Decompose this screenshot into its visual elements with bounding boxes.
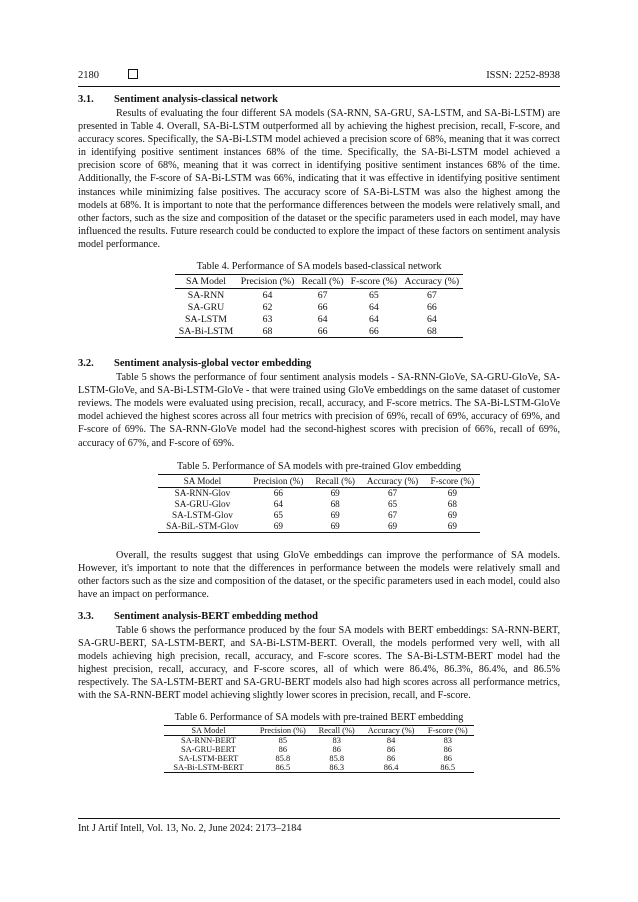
section-heading: 3.2. Sentiment analysis-global vector embedding — [78, 358, 312, 370]
table-cell: 84 — [386, 735, 396, 745]
table-cell: SA-LSTM-Glov — [172, 510, 233, 521]
column-header: Accuracy (%) — [360, 474, 424, 487]
table-cell: 86.4 — [361, 763, 422, 773]
column-header: SA Model — [175, 275, 237, 289]
table-cell: 65 — [387, 499, 398, 510]
table-cell: 69 — [310, 521, 361, 533]
table-cell: SA-RNN-BERT — [181, 735, 236, 745]
table-cell: 69 — [330, 510, 340, 521]
column-header: Recall (%) — [313, 725, 361, 735]
table-cell: 86 — [443, 744, 452, 754]
table-cell: 63 — [262, 313, 273, 325]
table-cell: SA-GRU-BERT — [181, 744, 236, 754]
table-cell: 67 — [426, 289, 437, 301]
table-cell: 65 — [273, 510, 283, 521]
section-heading: 3.3. Sentiment analysis-BERT embedding method — [78, 610, 318, 622]
table-cell: 69 — [330, 488, 340, 499]
table-cell: 66 — [347, 325, 401, 338]
table-cell: 86 — [386, 753, 396, 763]
table-cell: 86 — [386, 744, 396, 754]
column-header: SA Model — [158, 474, 247, 487]
table-cell: SA-LSTM-BERT — [178, 753, 239, 763]
column-header: F-score (%) — [347, 275, 401, 289]
table-row — [164, 745, 474, 754]
table-cell: 68 — [330, 499, 340, 510]
table-cell: 64 — [426, 313, 437, 325]
table-row — [175, 301, 463, 313]
table-cell: 62 — [262, 301, 273, 313]
table-cell: 69 — [360, 521, 424, 533]
table-cell: 64 — [369, 313, 379, 325]
section-paragraph: Table 5 shows the performance of four sentiment analysis models - SA-RNN-GloVe, SA-GRU-GloVe, SA-LSTM-GloVe, and SA-Bi-LSTM-GloVe - that were trained using GloVe embeddings on the same dataset of customer reviews. The models were evaluated using precision, recall, accuracy, and F-score metrics. The SA-Bi-LSTM-GloVe model achieved the highest scores across all four metrics with precision of 69%, recall of 69%, accuracy of 69%, and F-score of 69%. The SA-RNN-GloVe model had the second-highest scores with precision of 66%, recall of 69%, accuracy of 67%, and F-score of 69%. — [78, 372, 560, 449]
table-cell: 85.8 — [329, 753, 345, 763]
table-row — [175, 289, 463, 302]
table6 — [164, 725, 474, 773]
table-cell: 66 — [317, 301, 328, 313]
table-cell: 68 — [447, 499, 457, 510]
section-paragraph: Overall, the results suggest that using GloVe embeddings can improve the performance of SA models. However, it's important to note that the differences in performance between the models were relatively small and other factors such as the size and composition of the dataset, or the specific parameters used in each model, could also have an impact on performance. — [78, 549, 560, 600]
column-header: Recall (%) — [298, 275, 347, 289]
page-body — [78, 94, 560, 773]
table-cell: 66 — [273, 488, 283, 499]
column-header: Accuracy (%) — [401, 275, 463, 289]
column-header: Precision (%) — [247, 474, 310, 487]
table-cell: 86 — [278, 744, 288, 754]
table-cell: 85.8 — [275, 753, 291, 763]
column-header: Precision (%) — [237, 275, 298, 289]
table-header-row — [164, 725, 474, 735]
table-row — [175, 313, 463, 325]
table-caption: Table 5. Performance of SA models with pre-trained Glov embedding — [177, 460, 461, 472]
table-caption: Table 4. Performance of SA models based-classical network — [196, 261, 442, 273]
table-header-row — [158, 474, 480, 487]
table-cell: 85 — [278, 735, 288, 745]
table-caption: Table 6. Performance of SA models with pre-trained BERT embedding — [174, 711, 464, 723]
table-cell: SA-RNN — [187, 289, 225, 301]
column-header: F-score (%) — [422, 725, 474, 735]
table-row — [158, 499, 480, 510]
table-row — [158, 510, 480, 521]
table-cell: 67 — [387, 488, 398, 499]
table4-block — [78, 261, 560, 338]
table-row — [164, 735, 474, 745]
table-cell: SA-RNN-Glov — [174, 488, 231, 499]
table-row — [158, 521, 480, 533]
table-cell: 66 — [298, 325, 347, 338]
table5 — [158, 474, 480, 533]
table4 — [175, 274, 463, 338]
table-cell: SA-Bi-LSTM — [175, 325, 237, 338]
table-row — [164, 754, 474, 763]
table-cell: 64 — [262, 289, 273, 301]
table5-block — [78, 461, 560, 533]
table-cell: SA-GRU — [187, 301, 225, 313]
table-cell: 86 — [332, 744, 341, 754]
issn: ISSN: 2252-8938 — [486, 70, 560, 81]
table-row — [175, 325, 463, 338]
table-cell: 64 — [273, 499, 283, 510]
table-cell: SA-Bi-LSTM-BERT — [164, 763, 253, 773]
table-cell: 86 — [443, 753, 452, 763]
table-cell: 66 — [426, 301, 437, 313]
table-header-row — [175, 275, 463, 289]
table-cell: 86.5 — [422, 763, 474, 773]
table-cell: SA-LSTM — [185, 313, 227, 325]
column-header: Accuracy (%) — [361, 725, 422, 735]
table-cell: 67 — [317, 289, 328, 301]
table-cell: 65 — [369, 289, 379, 301]
section-paragraph: Table 6 shows the performance produced by the four SA models with BERT embeddings: SA-RNN-BERT, SA-GRU-BERT, SA-LSTM-BERT, and SA-Bi-LSTM-BERT. Overall, the models performed very well, with all models achieving high precision, recall, accuracy, and F-score scores. The SA-Bi-LSTM-BERT model had the highest precision, recall, accuracy, and F-score scores, all of which were 86.4%, 86.3%, 86.4%, and 86.5% respectively. The SA-LSTM-BERT and SA-GRU-BERT models also had high scores across all performance metrics, with the SA-RNN-BERT model achieving slightly lower scores in precision, recall, and F-score. — [78, 624, 560, 702]
table-cell: 69 — [425, 521, 480, 533]
column-header: SA Model — [164, 725, 253, 735]
section-paragraph: Results of evaluating the four different SA models (SA-RNN, SA-GRU, SA-LSTM, and SA-Bi-LSTM) are presented in Table 4. Overall, SA-Bi-LSTM outperformed all by achieving the highest precision, recall, F-score, and accuracy scores. Specifically, the SA-Bi-LSTM model achieved a precision score of 68%, meaning that it was correct in identifying positive sentiment instances 68% of the time. Specifically, the SA-Bi-LSTM model achieved a precision score of 68%, meaning that it was correct in identifying positive sentiment instances 68% of the time. Additionally, the F-score of SA-Bi-LSTM was 66%, indicating that it was effective in identifying positive sentiment instances while minimizing false positives. The accuracy score of SA-Bi-LSTM was also the highest among the models at 68%. It is important to note that the performance differences between the models were relatively small, and other factors, such as the size and composition of the dataset or the specific parameters used in each model, may have influenced the results. Future research could be conducted to explore the impact of these factors on sentiment analysis model performance. — [78, 108, 560, 250]
table-cell: 68 — [401, 325, 463, 338]
footer-rule — [78, 818, 560, 819]
footer-citation: Int J Artif Intell, Vol. 13, No. 2, June 2024: 2173–2184 — [78, 823, 302, 834]
section-heading: 3.1. Sentiment analysis-classical network — [78, 94, 278, 105]
table-cell: 69 — [447, 510, 457, 521]
square-icon — [128, 69, 138, 79]
table-cell: 86.3 — [313, 763, 361, 773]
table-row — [158, 487, 480, 499]
table-cell: 69 — [247, 521, 310, 533]
table-cell: 83 — [443, 735, 452, 745]
column-header: Precision (%) — [253, 725, 313, 735]
column-header: F-score (%) — [425, 474, 480, 487]
header-rule — [78, 86, 560, 87]
page-number: 2180 — [78, 70, 99, 81]
table-cell: 67 — [387, 510, 398, 521]
column-header: Recall (%) — [310, 474, 361, 487]
table-cell: 69 — [447, 488, 457, 499]
table-cell: 68 — [237, 325, 298, 338]
table-cell: SA-GRU-Glov — [174, 499, 231, 510]
table-cell: 86.5 — [253, 763, 313, 773]
table-cell: 64 — [369, 301, 379, 313]
table-cell: SA-BiL-STM-Glov — [158, 521, 247, 533]
table6-block — [78, 712, 560, 773]
table-row — [164, 763, 474, 773]
table-cell: 64 — [317, 313, 328, 325]
table-cell: 83 — [332, 735, 341, 745]
